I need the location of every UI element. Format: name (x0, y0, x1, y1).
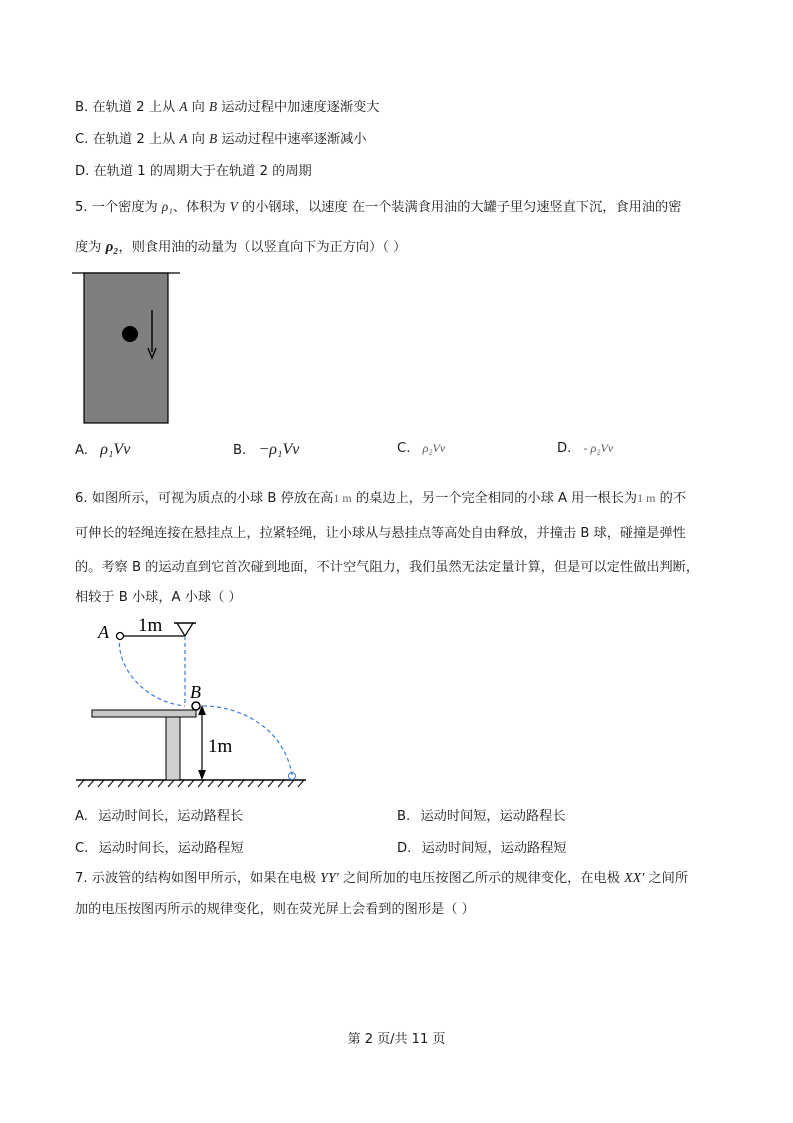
q5-oil-tank-figure (70, 268, 185, 428)
label-a: A (98, 622, 109, 642)
q4-option-c: C. 在轨道 2 上从 A 向 B 运动过程中速率逐渐减小 (75, 131, 367, 147)
ball-b (192, 702, 200, 710)
table-leg (166, 717, 180, 780)
table-top (92, 710, 196, 717)
ball-a (117, 633, 124, 640)
q6-stem-line1: 6. 如图所示，可视为质点的小球 B 停放在高1 m 的桌边上，另一个完全相同的小球 A 用一根长为1 m 的不 (75, 491, 687, 506)
q4-option-d: D. 在轨道 1 的周期大于在轨道 2 的周期 (75, 164, 312, 179)
label-table-height: 1m (208, 736, 233, 757)
q5-option-b: B. −ρ₁Vv (233, 441, 300, 458)
height-arrow-bottom-head (199, 770, 206, 779)
q7-stem-line1: 7. 示波管的结构如图甲所示，如果在电极 YY′ 之间所加的电压按图乙所示的规律变化，在电极 XX′ 之间所 (75, 871, 689, 886)
label-rope-length: 1m (138, 615, 163, 636)
ball-a-path (119, 636, 185, 706)
q6-option-d: D. 运动时间短，运动路程短 (397, 841, 567, 856)
label-b: B (190, 682, 201, 702)
q5-option-a: A. ρ₁Vv (75, 441, 131, 458)
q6-option-c: C. 运动时间长，运动路程短 (75, 841, 244, 856)
q4-option-b: B. 在轨道 2 上从 A 向 B 运动过程中加速度逐渐变大 (75, 99, 380, 115)
q6-stem-line2: 可伸长的轻绳连接在悬挂点上，拉紧轻绳，让小球从与悬挂点等高处自由释放，并撞击 B 球，碰撞是弹性 (75, 526, 686, 541)
steel-ball (122, 326, 138, 342)
q5-stem-line2: 度为 ρ₂，则食用油的动量为（以竖直向下为正方向）（ ） (75, 239, 407, 255)
q7-stem-line2: 加的电压按图丙所示的规律变化，则在荧光屏上会看到的图形是（ ） (75, 902, 475, 917)
ground-hatch (76, 780, 306, 787)
q5-stem-line1: 5. 一个密度为 ρ₁、体积为 V 的小钢球，以速度 在一个装满食用油的大罐子里匀速竖直下沉，食用油的密 (75, 199, 682, 215)
q6-option-a: A. 运动时间长，运动路程长 (75, 809, 244, 824)
q6-stem-line4: 相较于 B 小球，A 小球（ ） (75, 590, 242, 605)
q6-option-b: B. 运动时间短，运动路程长 (397, 809, 566, 824)
q5-option-d: D. - ρ₂Vv (557, 441, 614, 456)
pivot-triangle (177, 623, 193, 636)
page-footer: 第 2 页/共 11 页 (347, 1032, 446, 1047)
q6-pendulum-figure (70, 612, 320, 792)
q5-option-c: C. ρ₂Vv (397, 441, 446, 456)
q6-stem-line3: 的。考察 B 的运动直到它首次碰到地面，不计空气阻力，我们虽然无法定量计算，但是可以定性做出判断， (75, 560, 700, 575)
